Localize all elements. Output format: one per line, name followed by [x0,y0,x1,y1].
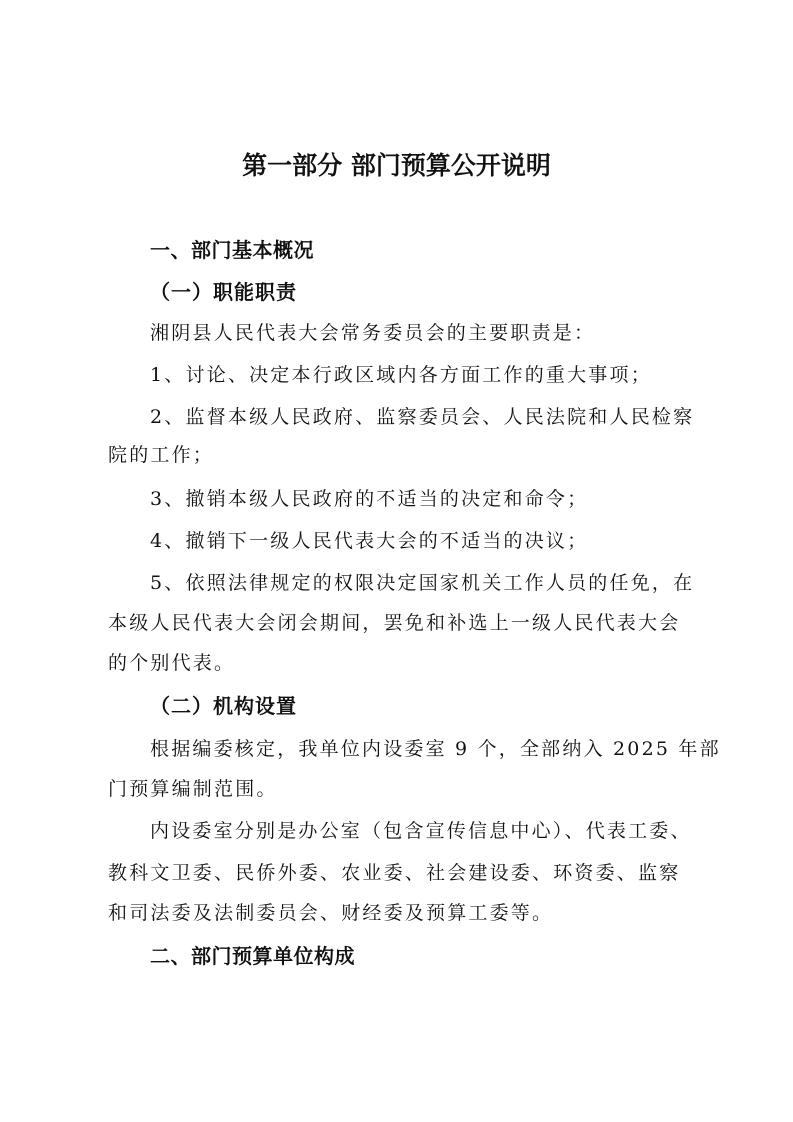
duty-item-2-line-1: 2、监督本级人民政府、监察委员会、人民法院和人民检察 [150,406,695,428]
subsection-heading-duties: （一）职能职责 [150,280,297,304]
subsection-heading-organization: （二）机构设置 [150,694,297,718]
organization-para-2-line-3: 和司法委及法制委员会、财经委及预算工委等。 [108,902,554,924]
duty-item-5-line-2: 本级人民代表大会闭会期间，罢免和补选上一级人民代表大会 [108,612,681,634]
duties-intro: 湘阴县人民代表大会常务委员会的主要职责是： [150,322,596,344]
organization-para-2-line-2: 教科文卫委、民侨外委、农业委、社会建设委、环资委、监察 [108,862,681,884]
organization-para-1-line-1: 根据编委核定，我单位内设委室 9 个，全部纳入 2025 年部 [150,738,721,760]
duty-item-1: 1、讨论、决定本行政区域内各方面工作的重大事项； [150,364,652,386]
duty-item-3: 3、撤销本级人民政府的不适当的决定和命令； [150,488,589,510]
duty-item-5-line-1: 5、依照法律规定的权限决定国家机关工作人员的任免，在 [150,572,695,594]
section-heading-budget-units: 二、部门预算单位构成 [150,944,355,968]
duty-item-4: 4、撤销下一级人民代表大会的不适当的决议； [150,530,589,552]
duty-item-5-line-3: 的个别代表。 [108,652,236,674]
page-title: 第一部分 部门预算公开说明 [242,151,551,180]
organization-para-1-line-2: 门预算编制范围。 [108,778,278,800]
section-heading-basic-overview: 一、部门基本概况 [150,238,314,262]
duty-item-2-line-2: 院的工作； [108,444,215,466]
organization-para-2-line-1: 内设委室分别是办公室（包含宣传信息中心）、代表工委、 [150,820,692,842]
